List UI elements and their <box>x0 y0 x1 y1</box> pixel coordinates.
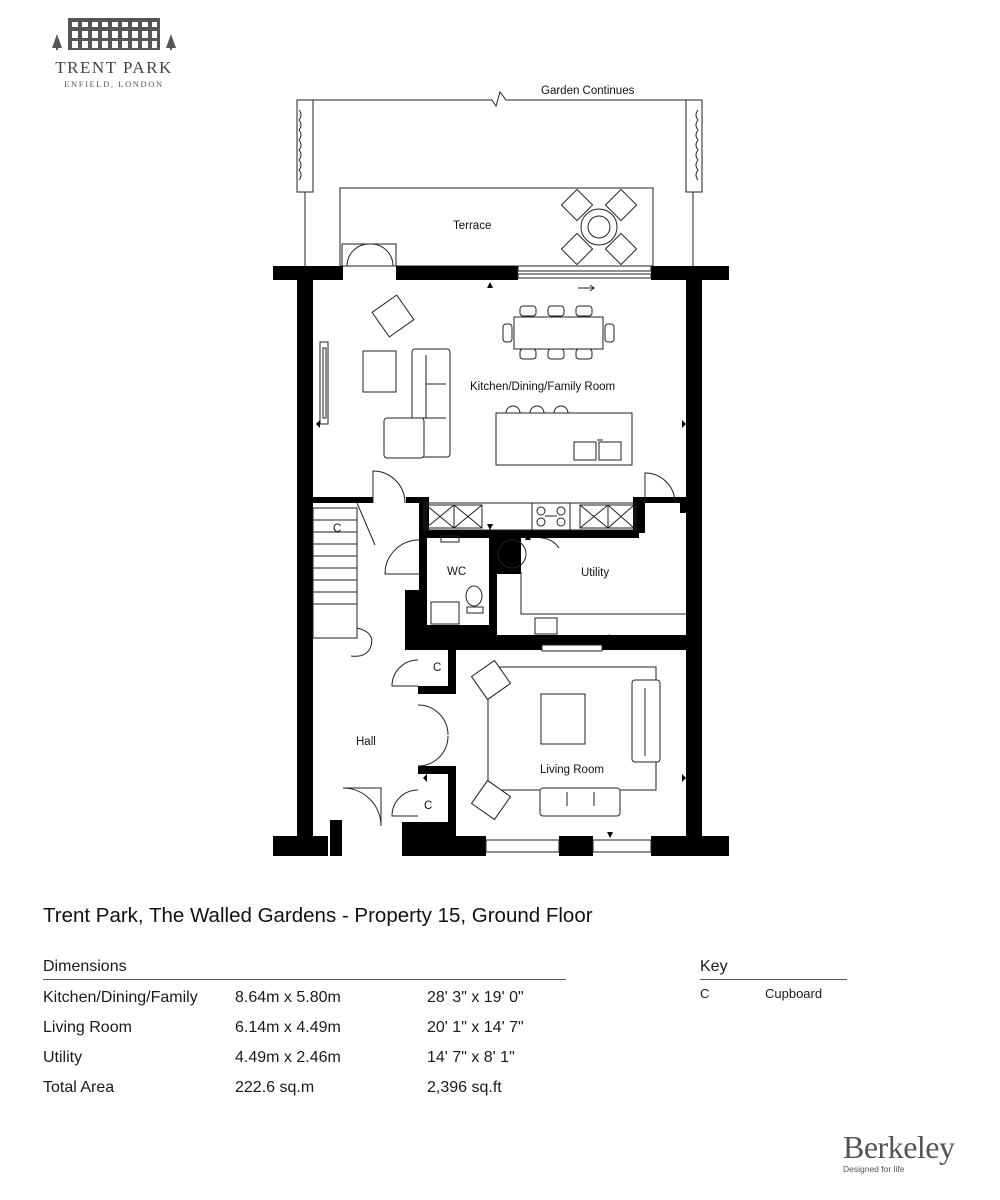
kitchen-units <box>424 503 636 530</box>
cupboard-mark-hall: C <box>433 662 442 674</box>
kitchen-island <box>496 406 632 465</box>
brand-name: Berkeley <box>843 1129 955 1165</box>
wc-label: WC <box>447 566 467 578</box>
kitchen-label: Kitchen/Dining/Family Room <box>470 381 616 393</box>
table-row <box>43 1013 566 1043</box>
imperial-size: 28' 3" x 19' 0" <box>427 989 524 1006</box>
logo-name: TRENT PARK <box>55 58 173 77</box>
cupboard-mark-entrance: C <box>424 800 433 812</box>
key-heading: Key <box>700 958 847 980</box>
utility-fittings <box>521 572 686 634</box>
room-name: Kitchen/Dining/Family <box>43 989 198 1006</box>
logo-location: ENFIELD, LONDON <box>64 79 164 89</box>
room-name: Utility <box>43 1049 83 1066</box>
plan-title: Trent Park, The Walled Gardens - Property 15, Ground Floor <box>43 904 593 927</box>
key-item <box>700 986 847 1001</box>
brand-tagline: Designed for life <box>843 1164 905 1174</box>
metric-size: 4.49m x 2.46m <box>235 1049 341 1066</box>
berkeley-logo <box>843 1131 955 1174</box>
garden-area <box>297 92 702 266</box>
imperial-size: 14' 7" x 8' 1" <box>427 1049 515 1066</box>
metric-size: 222.6 sq.m <box>235 1079 315 1096</box>
dimensions-heading: Dimensions <box>43 958 566 980</box>
table-row <box>43 983 566 1013</box>
terrace-label: Terrace <box>453 220 492 232</box>
imperial-size: 2,396 sq.ft <box>427 1079 502 1096</box>
garden-continues-label: Garden Continues <box>541 85 635 97</box>
living-room-label: Living Room <box>540 764 604 776</box>
sofa-family <box>320 295 450 458</box>
imperial-size: 20' 1" x 14' 7" <box>427 1019 524 1036</box>
key-legend <box>700 958 847 1001</box>
room-name: Total Area <box>43 1079 115 1096</box>
outdoor-table-icon <box>561 189 636 264</box>
utility-label: Utility <box>581 567 610 579</box>
table-row <box>43 1043 566 1073</box>
cupboard-mark-stairs: C <box>333 523 342 535</box>
dining-table <box>503 306 614 359</box>
staircase <box>313 503 375 656</box>
room-name: Living Room <box>43 1019 132 1036</box>
living-furniture <box>472 645 660 819</box>
key-code: C <box>700 986 710 1001</box>
metric-size: 6.14m x 4.49m <box>235 1019 341 1036</box>
rear-sliding-door <box>518 266 651 291</box>
dimensions-table <box>43 958 566 1103</box>
hall-label: Hall <box>356 736 376 748</box>
table-row <box>43 1073 566 1103</box>
key-meaning: Cupboard <box>765 986 823 1001</box>
metric-size: 8.64m x 5.80m <box>235 989 341 1006</box>
